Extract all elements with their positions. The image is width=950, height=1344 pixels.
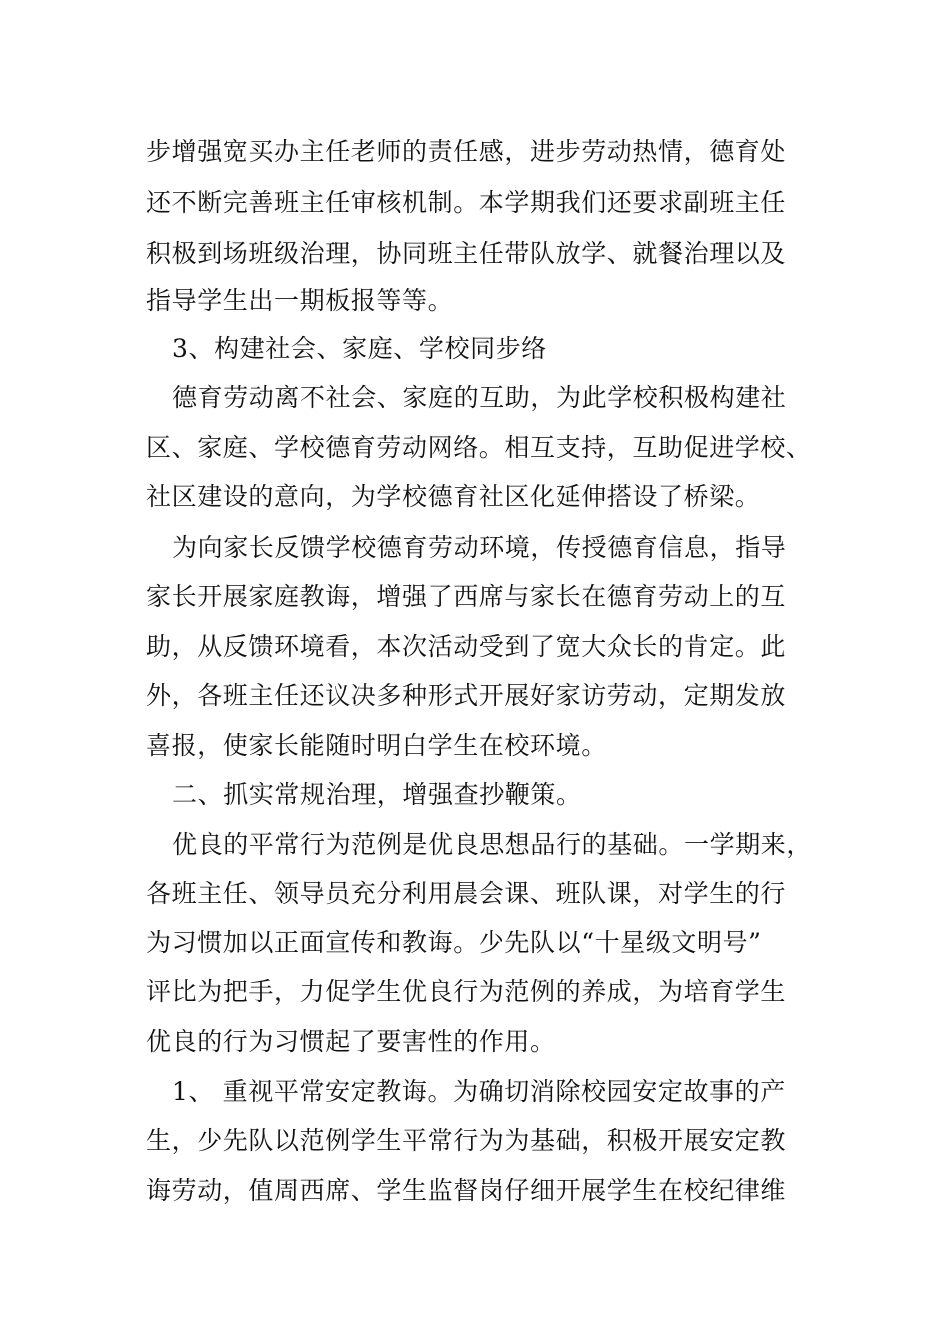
text-line: 评比为把手，力促学生优良行为范例的养成，为培育学生 <box>146 977 787 1006</box>
text-line: 为向家长反馈学校德育劳动环境，传授德育信息，指导 <box>172 533 787 562</box>
text-line: 1、 重视平常安定教诲。为确切消除校园安定故事的产 <box>172 1077 786 1106</box>
text-line: 家长开展家庭教诲，增强了西席与家长在德育劳动上的互 <box>146 582 787 611</box>
text-line: 步增强宽买办主任老师的责任感，进步劳动热情，德育处 <box>146 137 787 166</box>
text-line: 社区建设的意向，为学校德育社区化延伸搭设了桥梁。 <box>146 482 761 511</box>
text-line: 喜报，使家长能随时明白学生在校环境。 <box>146 731 607 760</box>
text-line: 还不断完善班主任审核机制。本学期我们还要求副班主任 <box>146 188 787 217</box>
text-line: 为习惯加以正面宣传和教诲。少先队以“十星级文明号” <box>146 928 762 957</box>
text-line: 优良的行为习惯起了要害性的作用。 <box>146 1027 556 1056</box>
text-line: 诲劳动，值周西席、学生监督岗仔细开展学生在校纪律维 <box>146 1176 787 1205</box>
text-line: 区、家庭、学校德育劳动网络。相互支持，互助促进学校、 <box>146 433 812 462</box>
text-line: 外，各班主任还议决多种形式开展好家访劳动，定期发放 <box>146 681 787 710</box>
section-heading: 3、构建社会、家庭、学校同步络 <box>172 334 547 363</box>
text-line: 各班主任、领导员充分利用晨会课、班队课，对学生的行 <box>146 879 787 908</box>
text-line: 德育劳动离不社会、家庭的互助，为此学校积极构建社 <box>172 383 787 412</box>
text-line: 助，从反馈环境看，本次活动受到了宽大众长的肯定。此 <box>146 632 787 661</box>
section-heading: 二、抓实常规治理，增强查抄鞭策。 <box>172 780 582 809</box>
text-line: 积极到场班级治理，协同班主任带队放学、就餐治理以及 <box>146 239 787 268</box>
text-line: 优良的平常行为范例是优良思想品行的基础。一学期来， <box>172 830 813 859</box>
text-line: 生，少先队以范例学生平常行为为基础，积极开展安定教 <box>146 1126 787 1155</box>
text-line: 指导学生出一期板报等等。 <box>146 286 454 315</box>
